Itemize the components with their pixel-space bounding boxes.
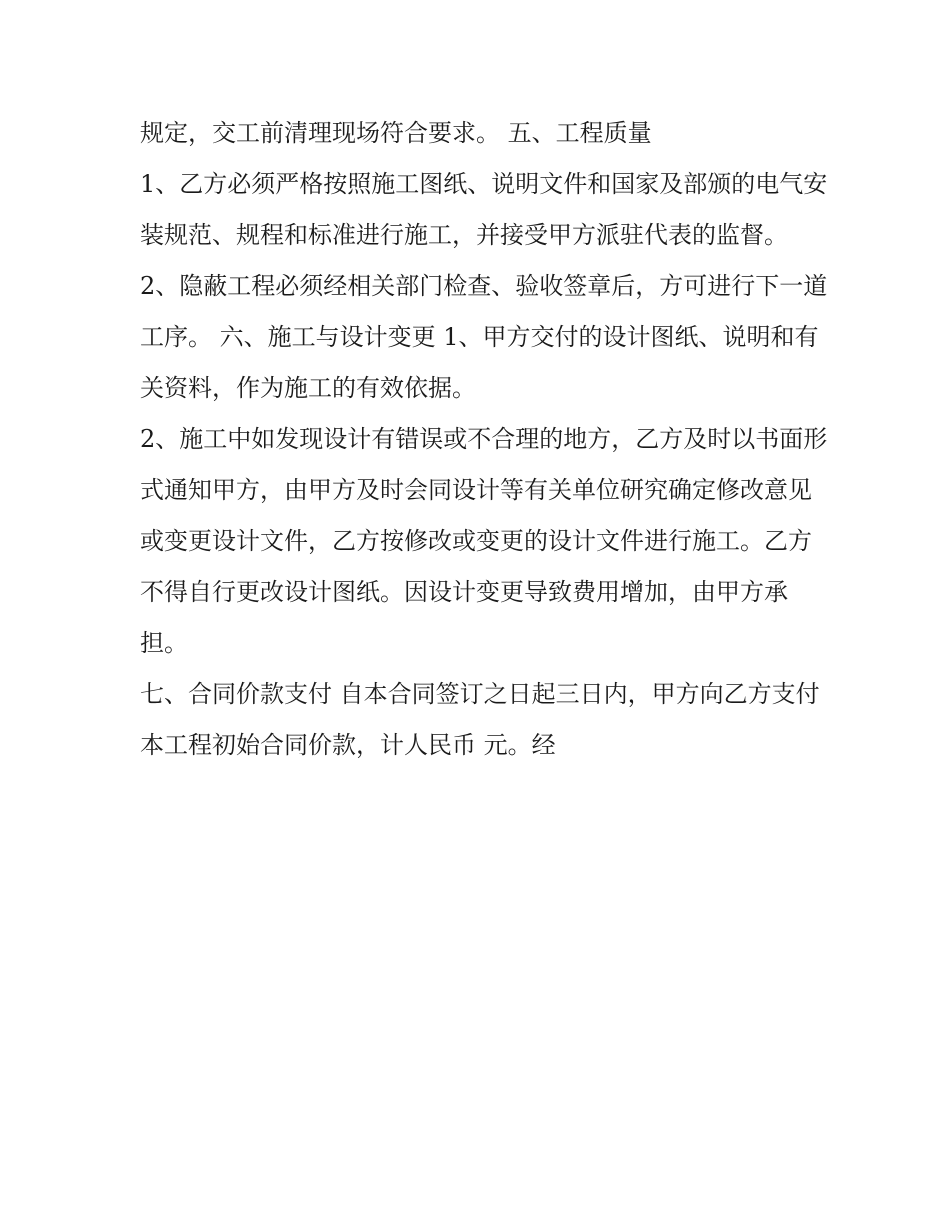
paragraph-design-change-clause-2: 2、施工中如发现设计有错误或不合理的地方，乙方及时以书面形式通知甲方，由甲方及时会同设计等有关单位研究确定修改意见或变更设计文件，乙方按修改或变更的设计文件进行施工。乙方不得自行更改设计图纸。因设计变更导致费用增加，由甲方承担。: [140, 425, 828, 657]
paragraph-quality-clause-1: 1、乙方必须严格按照施工图纸、说明文件和国家及部颁的电气安装规范、规程和标准进行施工，并接受甲方派驻代表的监督。: [140, 170, 828, 249]
paragraph-quality-clause-2-design-change: 2、隐蔽工程必须经相关部门检查、验收签章后，方可进行下一道工序。 六、施工与设计变更 1、甲方交付的设计图纸、说明和有关资料，作为施工的有效依据。: [140, 272, 828, 402]
document-body: [140, 108, 830, 771]
paragraph-payment-clause: 七、合同价款支付 自本合同签订之日起三日内，甲方向乙方支付本工程初始合同价款，计人民币 元。经: [140, 680, 820, 759]
paragraph-site-cleanup-quality-heading: 规定，交工前清理现场符合要求。 五、工程质量: [140, 119, 652, 147]
